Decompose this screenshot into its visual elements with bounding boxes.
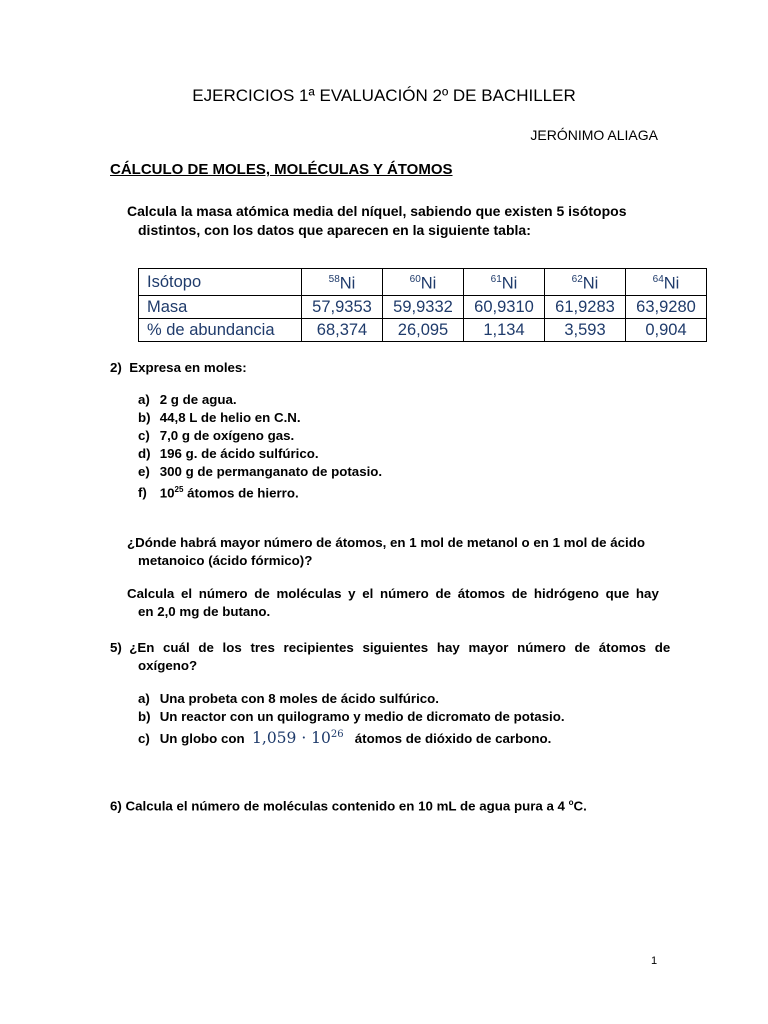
abundance-cell: 26,095 [383,318,464,341]
list-item: f) $10^{25}$ átomos de hierro. [138,485,299,501]
document-title: EJERCICIOS 1ª EVALUACIÓN 2º DE BACHILLER [192,86,576,105]
element-symbol: Ni [501,274,518,293]
question-4-line-1: Calcula el número de moléculas y el número de átomos de hidrógeno que hay [127,586,659,601]
mass-cell: 63,9280 [626,295,707,318]
mass-number: 62 [571,274,583,285]
mass-cell: 60,9310 [464,295,545,318]
table-row-mass [139,295,707,318]
table-row-isotope [139,269,707,296]
element-symbol: Ni [663,274,680,293]
question-5-line-2: oxígeno? [138,658,198,673]
question-5-list [138,690,565,748]
question-6: 6) Calcula el número de moléculas contenido en 10 mL de agua pura a 4 $^o$C. [110,798,587,814]
isotope-cell [302,269,383,296]
exponent: 25 [174,485,184,494]
mass-number: 61 [490,274,502,285]
question-3-line-2: metanoico (ácido fórmico)? [138,553,313,568]
question-2-prompt: Expresa en moles: [129,360,247,375]
isotope-cell [464,269,545,296]
mass-cell: 57,9353 [302,295,383,318]
element-symbol: Ni [339,274,356,293]
question-2-list [138,391,382,499]
list-item: d) 196 g. de ácido sulfúrico. [138,446,319,461]
question-1-line-1: Calcula la masa atómica media del níquel, sabiendo que existen 5 isótopos [127,203,627,219]
question-2 [110,359,247,377]
abundance-cell: 0,904 [626,318,707,341]
row-label-isotope: Isótopo [139,269,302,296]
list-item: a) 2 g de agua. [138,392,237,407]
isotope-cell [626,269,707,296]
abundance-cell: 1,134 [464,318,545,341]
isotope-table [138,268,707,342]
row-label-mass: Masa [139,295,302,318]
question-number: 2) [110,360,122,375]
mass-number: 64 [652,274,664,285]
question-5-line-1: 5) ¿En cuál de los tres recipientes siguientes hay mayor número de átomos de [110,640,671,655]
question-number: 5) [110,640,122,655]
element-symbol: Ni [420,274,437,293]
abundance-cell: 68,374 [302,318,383,341]
degree-symbol: o [568,798,574,807]
abundance-cell: 3,593 [545,318,626,341]
table-row-abundance [139,318,707,341]
row-label-abundance: % de abundancia [139,318,302,341]
list-item: b) 44,8 L de helio en C.N. [138,410,301,425]
mass-cell: 59,9332 [383,295,464,318]
math-expression: $1,059 \cdot 10^{26}$ [252,729,344,748]
question-3-line-1: ¿Dónde habrá mayor número de átomos, en 1 mol de metanol o en 1 mol de ácido [127,535,645,550]
section-heading: CÁLCULO DE MOLES, MOLÉCULAS Y ÁTOMOS [110,161,453,178]
author-name: JERÓNIMO ALIAGA [530,127,658,143]
question-1-line-2: distintos, con los datos que aparecen en la siguiente tabla: [138,222,531,238]
list-item: c) 7,0 g de oxígeno gas. [138,428,295,443]
isotope-cell [545,269,626,296]
mass-number: 58 [328,274,340,285]
page-number: 1 [651,955,658,967]
list-item: c) Un globo con $1,059 \cdot 10^{26}$ átomos de dióxido de carbono. [138,729,552,748]
mass-cell: 61,9283 [545,295,626,318]
element-symbol: Ni [582,274,599,293]
list-item: e) 300 g de permanganato de potasio. [138,464,383,479]
list-item: a) Una probeta con 8 moles de ácido sulfúrico. [138,691,439,706]
mass-number: 60 [409,274,421,285]
list-item: b) Un reactor con un quilogramo y medio de dicromato de potasio. [138,709,565,724]
question-4-line-2: en 2,0 mg de butano. [138,604,271,619]
isotope-cell [383,269,464,296]
